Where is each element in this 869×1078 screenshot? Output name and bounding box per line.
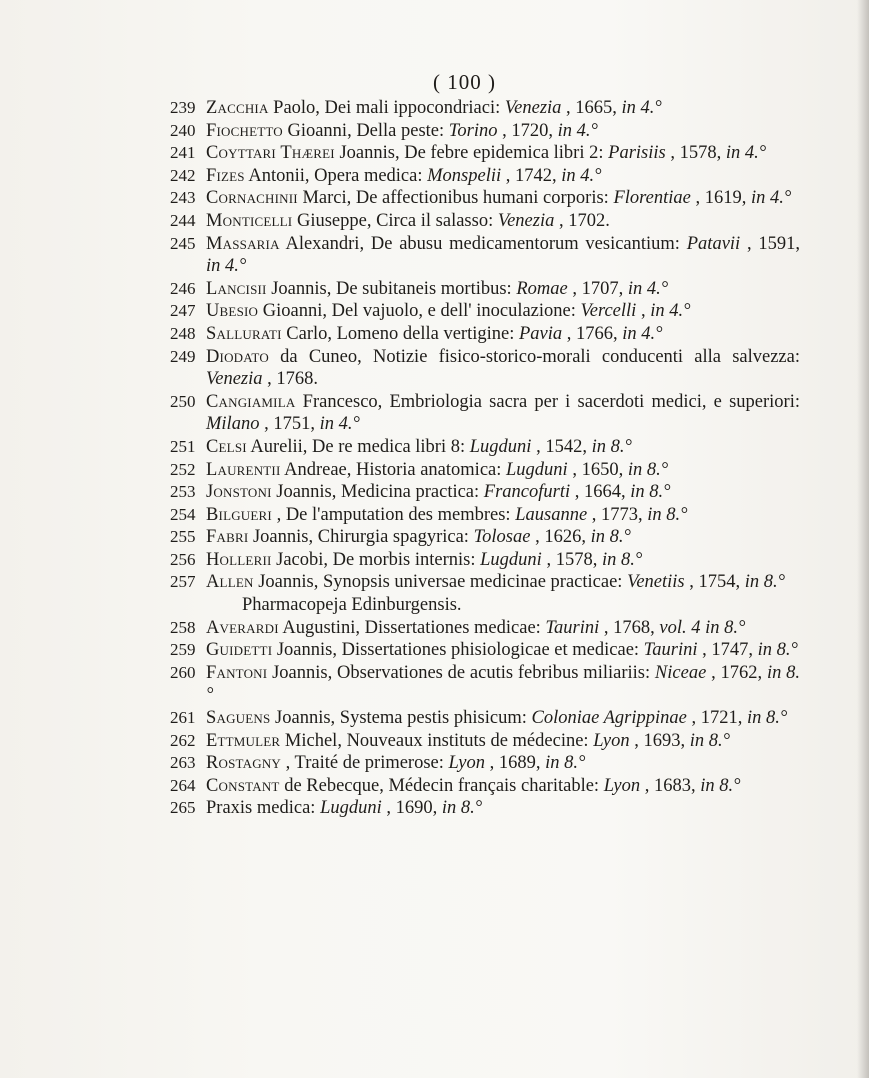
page-number: ( 100 ) bbox=[433, 70, 496, 94]
entry-author: Cangiamila bbox=[206, 391, 296, 412]
entry-format: in 4.° bbox=[627, 278, 669, 299]
entry-author: Celsi bbox=[206, 436, 247, 457]
entry-author: Rostagny bbox=[206, 753, 282, 774]
entry-number: 240 bbox=[170, 120, 196, 140]
entry-title: de Rebecque, Médecin français charitable: bbox=[284, 775, 600, 796]
entry-text bbox=[206, 752, 800, 775]
entry-number: 257 bbox=[170, 572, 196, 592]
entry-author: Bilgueri bbox=[206, 504, 272, 525]
entry-author: Monticelli bbox=[206, 210, 293, 231]
entry-number: 260 bbox=[170, 662, 196, 682]
entry-place: Patavii bbox=[686, 233, 741, 254]
entry-place: Vercelli bbox=[580, 301, 637, 322]
entry-place: Taurini bbox=[643, 640, 698, 661]
entry-format: in 8.° bbox=[591, 436, 632, 457]
entry-number: 265 bbox=[170, 798, 196, 818]
entry-format: vol. 4 in 8.° bbox=[659, 617, 746, 638]
entry-year: , 1742, bbox=[505, 165, 557, 186]
entry-place: Niceae bbox=[654, 662, 707, 683]
entry-year: , 1702. bbox=[558, 210, 610, 231]
entry-number: 248 bbox=[170, 323, 196, 343]
entry-author: Allen bbox=[206, 572, 254, 593]
entry-text bbox=[206, 662, 800, 707]
entry-author: Zacchia bbox=[206, 98, 269, 118]
entry-number: 242 bbox=[170, 165, 196, 185]
entry-format: in 8.° bbox=[601, 549, 643, 570]
entry-format: in 8.° bbox=[627, 459, 669, 480]
catalogue-entry bbox=[170, 481, 800, 504]
entry-number: 254 bbox=[170, 504, 196, 524]
entry-format: in 8.° bbox=[206, 662, 801, 706]
entry-title: da Cuneo, Notizie fisico-storico-morali conducenti alla salvezza: bbox=[280, 346, 800, 367]
catalogue-entry bbox=[170, 346, 800, 391]
entry-number: 250 bbox=[170, 391, 196, 411]
entry-title: Marci, De affectionibus humani corporis: bbox=[302, 188, 609, 209]
entry-title: Augustini, Dissertationes medicae: bbox=[282, 617, 541, 638]
entry-author: Massaria bbox=[206, 233, 280, 254]
entry-title: Gioanni, Della peste: bbox=[287, 120, 445, 141]
entry-number: 253 bbox=[170, 482, 196, 502]
entry-format: in 8.° bbox=[689, 730, 731, 751]
catalogue-entry bbox=[170, 730, 800, 753]
entry-text bbox=[206, 142, 800, 165]
entry-place: Lugduni bbox=[320, 798, 382, 819]
entry-text bbox=[206, 707, 800, 730]
entry-year: , 1751, bbox=[264, 414, 315, 435]
entry-format: in 4.° bbox=[621, 98, 662, 118]
entry-text bbox=[206, 120, 800, 143]
catalogue-entry bbox=[170, 187, 800, 210]
entry-format: in 4.° bbox=[650, 301, 691, 322]
entry-text bbox=[206, 481, 800, 504]
entry-place: Coloniae Agrippinae bbox=[531, 708, 687, 729]
entry-number: 256 bbox=[170, 549, 196, 569]
entry-author: Fizes bbox=[206, 165, 245, 186]
entry-title: Joannis, De febre epidemica libri 2: bbox=[339, 143, 604, 164]
catalogue-entry bbox=[170, 707, 800, 730]
entry-place: Lyon bbox=[448, 753, 485, 774]
entry-title: Joannis, De subitaneis mortibus: bbox=[271, 278, 512, 299]
entry-author: Lancisii bbox=[206, 278, 267, 299]
entry-text bbox=[206, 233, 800, 278]
entry-text bbox=[206, 526, 800, 549]
entry-text bbox=[206, 730, 800, 753]
entry-number: 244 bbox=[170, 210, 196, 230]
entry-number: 249 bbox=[170, 346, 196, 366]
catalogue-entry bbox=[170, 504, 800, 527]
entry-author: Jonstoni bbox=[206, 482, 272, 503]
entry-author: Diodato bbox=[206, 346, 269, 367]
catalogue-entry bbox=[170, 210, 800, 233]
entry-place: Monspelii bbox=[427, 165, 502, 186]
entry-author: Averardi bbox=[206, 617, 279, 638]
entry-year: , 1626, bbox=[535, 527, 586, 548]
entry-number: 245 bbox=[170, 233, 196, 253]
entry-title: Carlo, Lomeno della vertigine: bbox=[286, 323, 515, 344]
entry-year: , 1664, bbox=[574, 482, 626, 503]
catalogue-entry bbox=[170, 594, 800, 617]
entry-title: Andreae, Historia anatomica: bbox=[284, 459, 502, 480]
entry-year: , 1578, bbox=[670, 143, 722, 164]
entry-number: 251 bbox=[170, 436, 196, 456]
catalogue-entry bbox=[170, 662, 800, 707]
entry-place: Taurini bbox=[545, 617, 600, 638]
entry-author: Saguens bbox=[206, 708, 271, 729]
entry-title: Joannis, Observationes de acutis febribus miliariis: bbox=[272, 662, 651, 683]
entry-place: Parisiis bbox=[608, 143, 666, 164]
entry-author: Ubesio bbox=[206, 301, 259, 322]
catalogue-entry bbox=[170, 571, 800, 594]
entry-number: 262 bbox=[170, 730, 196, 750]
entry-number: 255 bbox=[170, 527, 196, 547]
entry-text bbox=[206, 165, 800, 188]
entry-place: Pavia bbox=[519, 323, 563, 344]
entry-number: 259 bbox=[170, 640, 196, 660]
entry-year: , 1689, bbox=[489, 753, 541, 774]
entry-number: 263 bbox=[170, 753, 196, 773]
catalogue-entry bbox=[170, 165, 800, 188]
entry-text bbox=[206, 504, 800, 527]
entry-author: Fantoni bbox=[206, 662, 268, 683]
page-edge-shadow bbox=[857, 0, 869, 1078]
entry-author: Constant bbox=[206, 775, 280, 796]
entry-title: Giuseppe, Circa il salasso: bbox=[296, 210, 494, 231]
entry-format: in 8.° bbox=[590, 527, 631, 548]
entry-number: 243 bbox=[170, 188, 196, 208]
entry-title: Aurelii, De re medica libri 8: bbox=[250, 436, 466, 457]
entry-text bbox=[206, 549, 800, 572]
catalogue-entry bbox=[170, 752, 800, 775]
entry-title: Gioanni, Del vajuolo, e dell' inoculazione: bbox=[262, 301, 576, 322]
entry-title: Michel, Nouveaux instituts de médecine: bbox=[284, 730, 589, 751]
catalogue-entry bbox=[170, 639, 800, 662]
entry-format: in 4.° bbox=[622, 323, 663, 344]
entry-text bbox=[206, 278, 800, 301]
entry-text bbox=[206, 300, 800, 323]
entry-year: , 1747, bbox=[702, 640, 753, 661]
entry-number: 264 bbox=[170, 775, 196, 795]
entry-title: Joannis, Synopsis universae medicinae practicae: bbox=[258, 572, 623, 593]
entry-place: Venezia bbox=[497, 210, 555, 231]
entry-format: in 4.° bbox=[206, 256, 247, 277]
entry-format: in 8.° bbox=[647, 504, 688, 525]
entry-text bbox=[206, 617, 800, 640]
entry-number: 252 bbox=[170, 459, 196, 479]
entry-text bbox=[206, 797, 800, 820]
entry-year: , 1578, bbox=[546, 549, 598, 570]
catalogue-entry bbox=[170, 233, 800, 278]
entry-place: Venezia bbox=[206, 369, 263, 390]
entry-title: Paolo, Dei mali ippocondriaci: bbox=[273, 98, 501, 118]
entry-text bbox=[242, 594, 800, 617]
entry-text bbox=[206, 210, 800, 233]
entry-year: , 1720, bbox=[502, 120, 553, 141]
entry-format: in 4.° bbox=[557, 120, 598, 141]
entry-year: , 1683, bbox=[644, 775, 696, 796]
entry-number: 261 bbox=[170, 708, 196, 728]
entry-place: Lausanne bbox=[515, 504, 588, 525]
entry-format: in 8.° bbox=[746, 708, 788, 729]
entry-format: in 4.° bbox=[319, 414, 360, 435]
entry-format: in 8.° bbox=[757, 640, 798, 661]
entry-place: Venezia bbox=[504, 98, 562, 118]
entry-format: in 8.° bbox=[630, 482, 671, 503]
entry-author: Sallurati bbox=[206, 323, 282, 344]
entry-year: , 1542, bbox=[536, 436, 587, 457]
entry-number: 258 bbox=[170, 617, 196, 637]
catalogue-entry bbox=[170, 797, 800, 820]
catalogue-entries bbox=[170, 97, 800, 820]
entry-place: Lyon bbox=[603, 775, 641, 796]
catalogue-entry bbox=[170, 300, 800, 323]
entry-title: Alexandri, De abusu medicamentorum vesicantium: bbox=[285, 233, 680, 254]
entry-title: Antonii, Opera medica: bbox=[248, 165, 423, 186]
entry-place: Tolosae bbox=[473, 527, 531, 548]
entry-year: , 1721, bbox=[691, 708, 743, 729]
entry-title: Praxis medica: bbox=[206, 798, 316, 819]
entry-year: , 1754, bbox=[689, 572, 741, 593]
entry-author: Fabri bbox=[206, 527, 249, 548]
catalogue-entry bbox=[170, 549, 800, 572]
entry-place: Torino bbox=[448, 120, 498, 141]
entry-text bbox=[206, 187, 800, 210]
entry-year: , 1619, bbox=[695, 188, 747, 209]
entry-title: Joannis, Dissertationes phisiologicae et medicae: bbox=[276, 640, 640, 661]
entry-format: in 8.° bbox=[441, 798, 483, 819]
entry-place: Florentiae bbox=[613, 188, 691, 209]
entry-place: Lugduni bbox=[506, 459, 568, 480]
entry-text bbox=[206, 323, 800, 346]
entry-year: , 1650, bbox=[572, 459, 624, 480]
entry-number: 239 bbox=[170, 98, 196, 117]
entry-title: Joannis, Chirurgia spagyrica: bbox=[252, 527, 469, 548]
entry-text bbox=[206, 391, 800, 436]
catalogue-entry bbox=[170, 617, 800, 640]
entry-place: Francofurti bbox=[483, 482, 571, 503]
entry-year: , 1693, bbox=[634, 730, 686, 751]
entry-title: , De l'amputation des membres: bbox=[276, 504, 511, 525]
entry-title: Francesco, Embriologia sacra per i sacerdoti medici, e superiori: bbox=[302, 391, 800, 412]
catalogue-entry bbox=[170, 459, 800, 482]
entry-author: Fiochetto bbox=[206, 120, 283, 141]
catalogue-entry bbox=[170, 775, 800, 798]
entry-place: Lugduni bbox=[469, 436, 532, 457]
entry-text bbox=[206, 571, 800, 594]
entry-author: Guidetti bbox=[206, 640, 273, 661]
entry-title: Joannis, Systema pestis phisicum: bbox=[275, 708, 527, 729]
catalogue-entry bbox=[170, 97, 800, 120]
entry-author: Coyttari Thærei bbox=[206, 143, 335, 164]
entry-text bbox=[206, 775, 800, 798]
entry-year: , 1665, bbox=[566, 98, 617, 118]
catalogue-entry bbox=[170, 142, 800, 165]
entry-place: Lugduni bbox=[480, 549, 542, 570]
entry-place: Romae bbox=[516, 278, 568, 299]
entry-year: , 1591, bbox=[746, 233, 801, 254]
catalogue-entry bbox=[170, 278, 800, 301]
entry-format: in 4.° bbox=[750, 188, 792, 209]
entry-number: 246 bbox=[170, 278, 196, 298]
entry-title: Joannis, Medicina practica: bbox=[276, 482, 480, 503]
catalogue-entry bbox=[170, 391, 800, 436]
entry-year: , 1768, bbox=[603, 617, 655, 638]
entry-title: , Traité de primerose: bbox=[285, 753, 444, 774]
entry-text bbox=[206, 436, 800, 459]
entry-place: Venetiis bbox=[627, 572, 685, 593]
entry-format: in 8.° bbox=[700, 775, 741, 796]
entry-year: , 1707, bbox=[572, 278, 624, 299]
catalogue-entry bbox=[170, 323, 800, 346]
entry-title: Pharmacopeja Edinburgensis. bbox=[242, 595, 462, 616]
entry-place: Lyon bbox=[593, 730, 630, 751]
entry-number: 241 bbox=[170, 143, 196, 163]
entry-text bbox=[206, 346, 800, 391]
entry-number: 247 bbox=[170, 301, 196, 321]
entry-author: Cornachinii bbox=[206, 188, 298, 209]
entry-year: , 1766, bbox=[566, 323, 618, 344]
entry-author: Ettmuler bbox=[206, 730, 281, 751]
catalogue-entry bbox=[170, 526, 800, 549]
entry-author: Hollerii bbox=[206, 549, 272, 570]
entry-format: in 4.° bbox=[725, 143, 767, 164]
entry-text bbox=[206, 97, 800, 120]
entry-year: , 1773, bbox=[591, 504, 643, 525]
entry-year: , 1768. bbox=[267, 369, 319, 390]
entry-format: in 8.° bbox=[545, 753, 586, 774]
entry-title: Jacobi, De morbis internis: bbox=[276, 549, 476, 570]
catalogue-entry bbox=[170, 436, 800, 459]
entry-format: in 8.° bbox=[744, 572, 786, 593]
entry-place: Milano bbox=[206, 414, 260, 435]
entry-text bbox=[206, 459, 800, 482]
entry-year: , 1762, bbox=[711, 662, 763, 683]
entry-year: , bbox=[640, 301, 646, 322]
entry-text bbox=[206, 639, 800, 662]
entry-format: in 4.° bbox=[561, 165, 602, 186]
entry-author: Laurentii bbox=[206, 459, 281, 480]
entry-year: , 1690, bbox=[386, 798, 438, 819]
catalogue-entry bbox=[170, 120, 800, 143]
